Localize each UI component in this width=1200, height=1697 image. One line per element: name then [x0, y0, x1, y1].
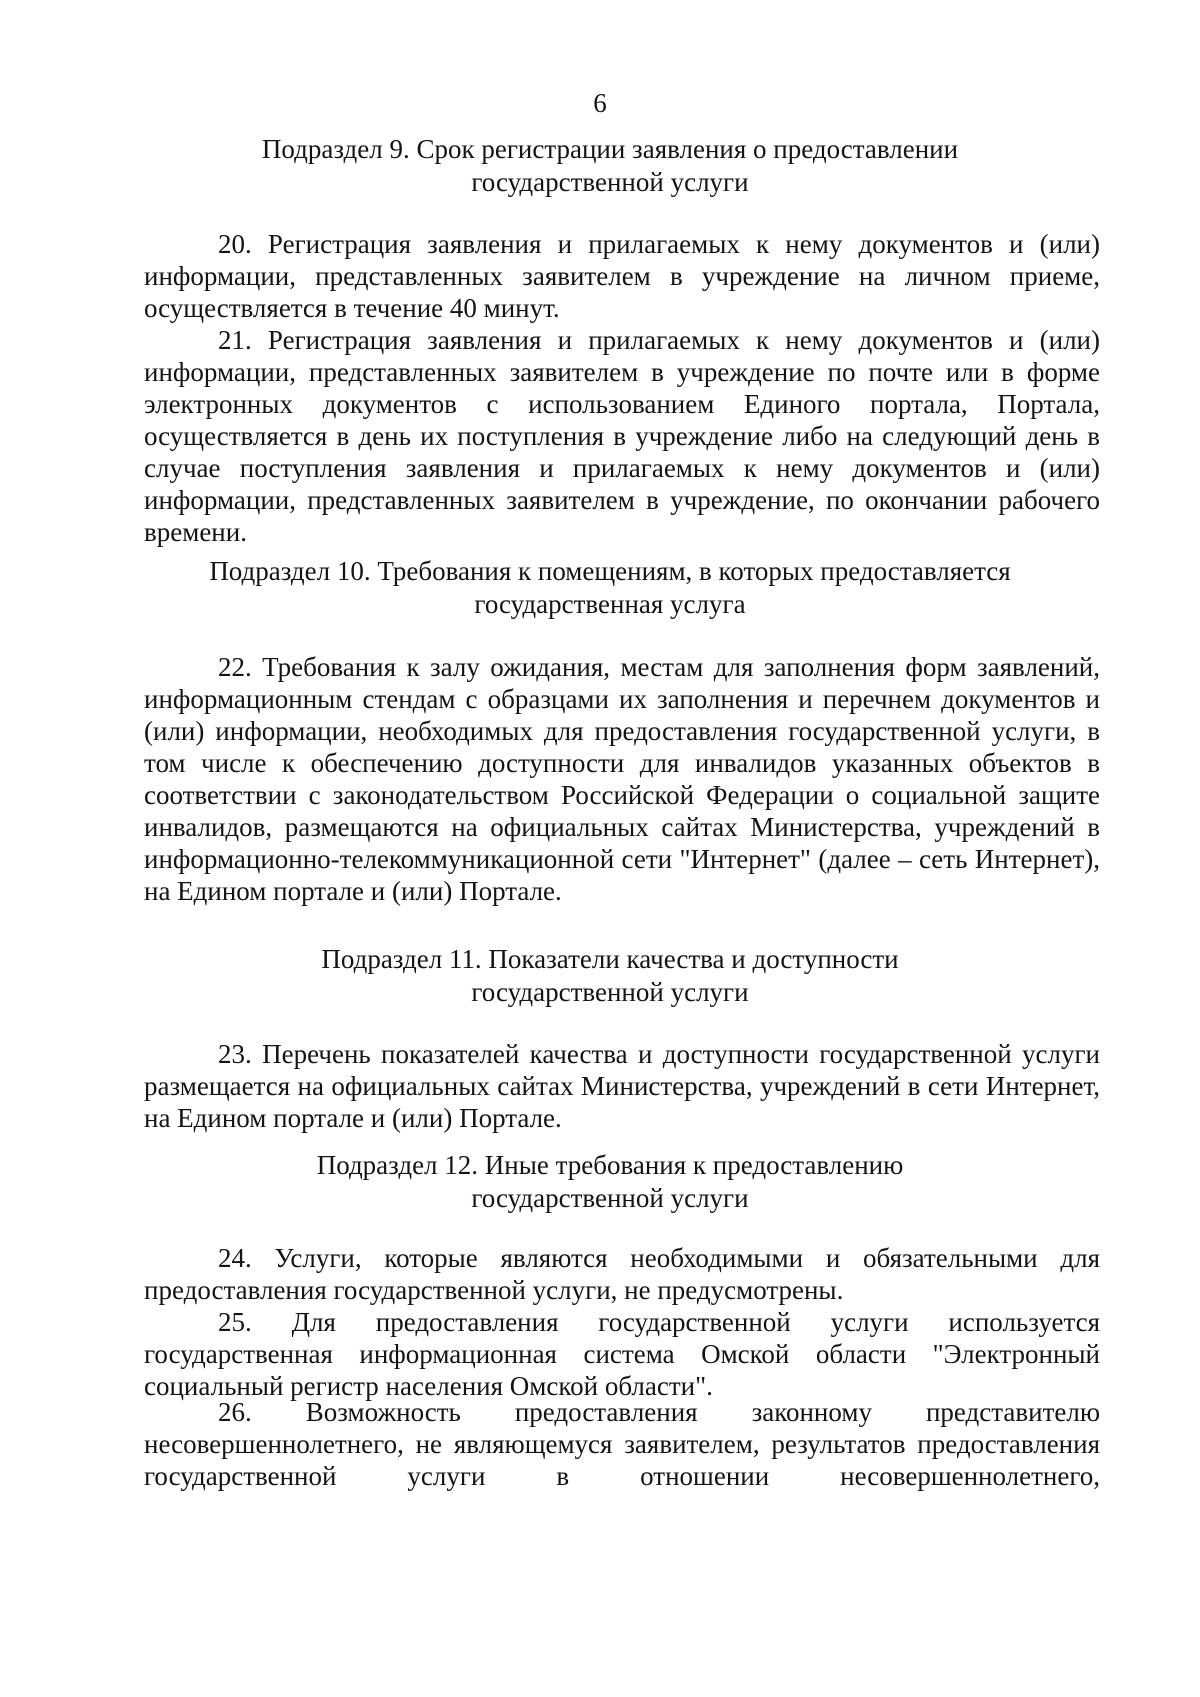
- section-heading-11-line2: государственной услуги: [471, 977, 749, 1007]
- paragraph-25: 25. Для предоставления государственной услуги используется государственная информационная система Омской области "Электронный социальный регистр населения Омской области".: [144, 1307, 1100, 1401]
- section-heading-9-line2: государственной услуги: [471, 167, 749, 197]
- paragraph-20: 20. Регистрация заявления и прилагаемых к нему документов и (или) информации, представленных заявителем в учреждение на личном приеме, осуществляется в течение 40 минут.: [144, 229, 1100, 323]
- paragraph-24: 24. Услуги, которые являются необходимыми и обязательными для предоставления государственной услуги, не предусмотрены.: [144, 1243, 1100, 1305]
- section-heading-9: [130, 133, 1090, 199]
- section-heading-11-line1: Подраздел 11. Показатели качества и доступности: [321, 944, 899, 974]
- section-heading-10-line1: Подраздел 10. Требования к помещениям, в которых предоставляется: [209, 556, 1011, 586]
- page-number: 6: [593, 88, 607, 118]
- section-heading-10-line2: государственная услуга: [474, 589, 746, 619]
- section-heading-11: [130, 943, 1090, 1009]
- section-heading-10: [130, 555, 1090, 621]
- section-heading-12-line2: государственной услуги: [471, 1183, 749, 1213]
- section-heading-12: [130, 1149, 1090, 1215]
- paragraph-26: 26. Возможность предоставления законному представителю несовершеннолетнего, не являющемуся заявителем, результатов предоставления государственной услуги в отношении несовершеннолетнего,: [144, 1397, 1100, 1491]
- paragraph-21: 21. Регистрация заявления и прилагаемых к нему документов и (или) информации, представленных заявителем в учреждение по почте или в форме электронных документов с использованием Единого портала, Портала, осуществляется в день их поступления в учреждение либо на следующий день в случае поступления заявления и прилагаемых к нему документов и (или) информации, представленных заявителем в учреждение, по окончании рабочего времени.: [144, 325, 1100, 547]
- paragraph-23: 23. Перечень показателей качества и доступности государственной услуги размещается на официальных сайтах Министерства, учреждений в сети Интернет, на Едином портале и (или) Портале.: [144, 1039, 1100, 1133]
- section-heading-12-line1: Подраздел 12. Иные требования к предоставлению: [316, 1150, 904, 1180]
- section-heading-9-line1: Подраздел 9. Срок регистрации заявления о предоставлении: [261, 134, 959, 164]
- paragraph-22: 22. Требования к залу ожидания, местам для заполнения форм заявлений, информационным стендам с образцами их заполнения и перечнем документов и (или) информации, необходимых для предоставления государственной услуги, в том числе к обеспечению доступности для инвалидов указанных объектов в соответствии с законодательством Российской Федерации о социальной защите инвалидов, размещаются на официальных сайтах Министерства, учреждений в информационно-телекоммуникационной сети "Интернет" (далее – сеть Интернет), на Едином портале и (или) Портале.: [144, 652, 1100, 906]
